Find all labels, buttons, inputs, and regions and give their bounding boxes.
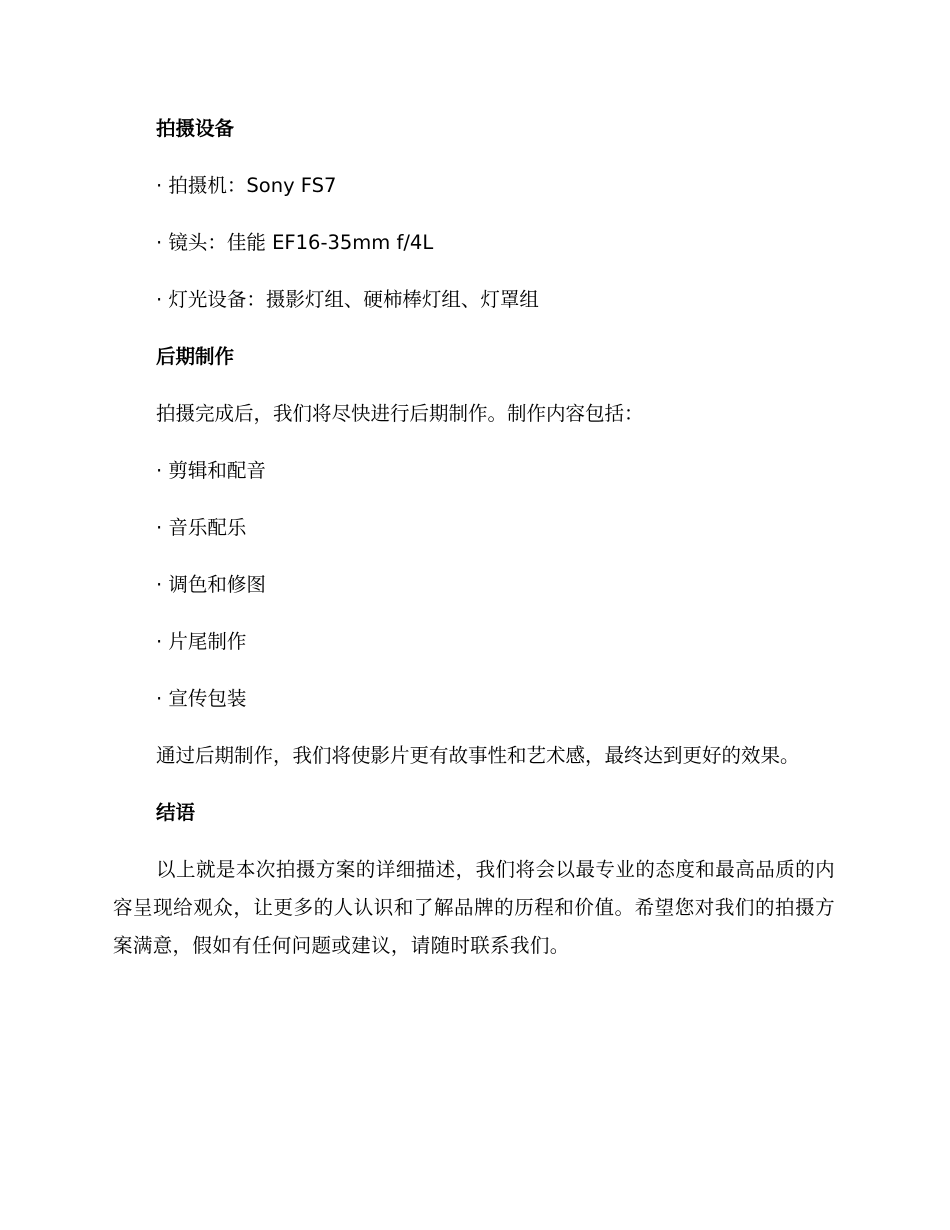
list-item: · 宣传包装 xyxy=(156,687,247,710)
document-content xyxy=(113,110,835,984)
list-item: · 镜头：佳能 EF16-35mm f/4L xyxy=(156,231,434,254)
list-item: · 调色和修图 xyxy=(156,573,266,596)
post-production-summary: 通过后期制作，我们将使影片更有故事性和艺术感，最终达到更好的效果。 xyxy=(156,744,800,767)
list-item: · 剪辑和配音 xyxy=(156,459,266,482)
list-item: · 音乐配乐 xyxy=(156,516,247,539)
section-heading-post-production: 后期制作 xyxy=(156,345,235,368)
list-item: · 灯光设备：摄影灯组、硬柿棒灯组、灯罩组 xyxy=(156,288,539,311)
post-production-intro: 拍摄完成后，我们将尽快进行后期制作。制作内容包括： xyxy=(156,402,644,425)
section-heading-equipment: 拍摄设备 xyxy=(156,117,235,140)
section-heading-conclusion: 结语 xyxy=(156,801,196,824)
list-item: · 拍摄机：Sony FS7 xyxy=(156,174,337,197)
conclusion-body: 以上就是本次拍摄方案的详细描述，我们将会以最专业的态度和最高品质的内容呈现给观众，让更多的人认识和了解品牌的历程和价值。希望您对我们的拍摄方案满意，假如有任何问题或建议，请随时联系我们。 xyxy=(113,858,835,957)
list-item: · 片尾制作 xyxy=(156,630,247,653)
